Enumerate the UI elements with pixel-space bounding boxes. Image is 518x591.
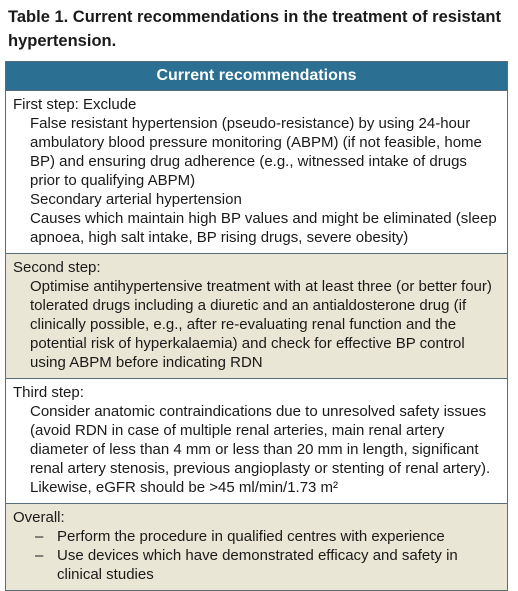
row-text: Optimise antihypertensive treatment with at least three (or better four) tolerated drugs including a diuretic and an antialdosterone drug (if clinically possible, e.g., after re-evaluating renal function and the potential risk of hyperkalaemia) and check for effective BP control using ABPM before indicating RDN <box>30 278 492 371</box>
table-title: Table 1. Current recommendations in the treatment of resistant hypertension. <box>8 8 501 50</box>
row-text: False resistant hypertension (pseudo-resistance) by using 24-hour ambulatory blood pressure monitoring (ABPM) (if not feasible, home BP) and ensuring drug adherence (e.g., witnessed intake of drugs prior to qualifying ABPM) <box>30 115 482 189</box>
row-text: Secondary arterial hypertension <box>30 191 242 208</box>
row-heading: Overall: <box>13 509 65 526</box>
bullet-text: Perform the procedure in qualified centres with experience <box>57 528 445 545</box>
dash-bullet-icon: – <box>35 528 44 545</box>
table-row-first-step <box>6 91 507 254</box>
bullet-item <box>13 527 500 546</box>
row-heading: Third step: <box>13 384 84 401</box>
bullet-text: Use devices which have demonstrated efficacy and safety in clinical studies <box>57 547 458 583</box>
table-row-third-step <box>6 379 507 504</box>
row-heading: First step: Exclude <box>13 96 137 113</box>
table-row-overall <box>6 504 507 590</box>
row-text: Consider anatomic contraindications due to unresolved safety issues (avoid RDN in case of multiple renal arteries, main renal artery diameter of less than 4 mm or less than 20 mm in length, significant renal artery stenosis, previous angioplasty or stenting of renal artery). Likewise, eGFR should be >45 ml/min/1.73 m² <box>30 403 491 496</box>
table-row-second-step <box>6 254 507 379</box>
table-header: Current recommendations <box>6 62 507 91</box>
recommendations-table <box>5 61 508 591</box>
row-heading: Second step: <box>13 259 101 276</box>
bullet-item <box>13 546 500 584</box>
dash-bullet-icon: – <box>35 547 44 564</box>
row-text: Causes which maintain high BP values and might be eliminated (sleep apnoea, high salt intake, BP rising drugs, severe obesity) <box>30 210 497 246</box>
